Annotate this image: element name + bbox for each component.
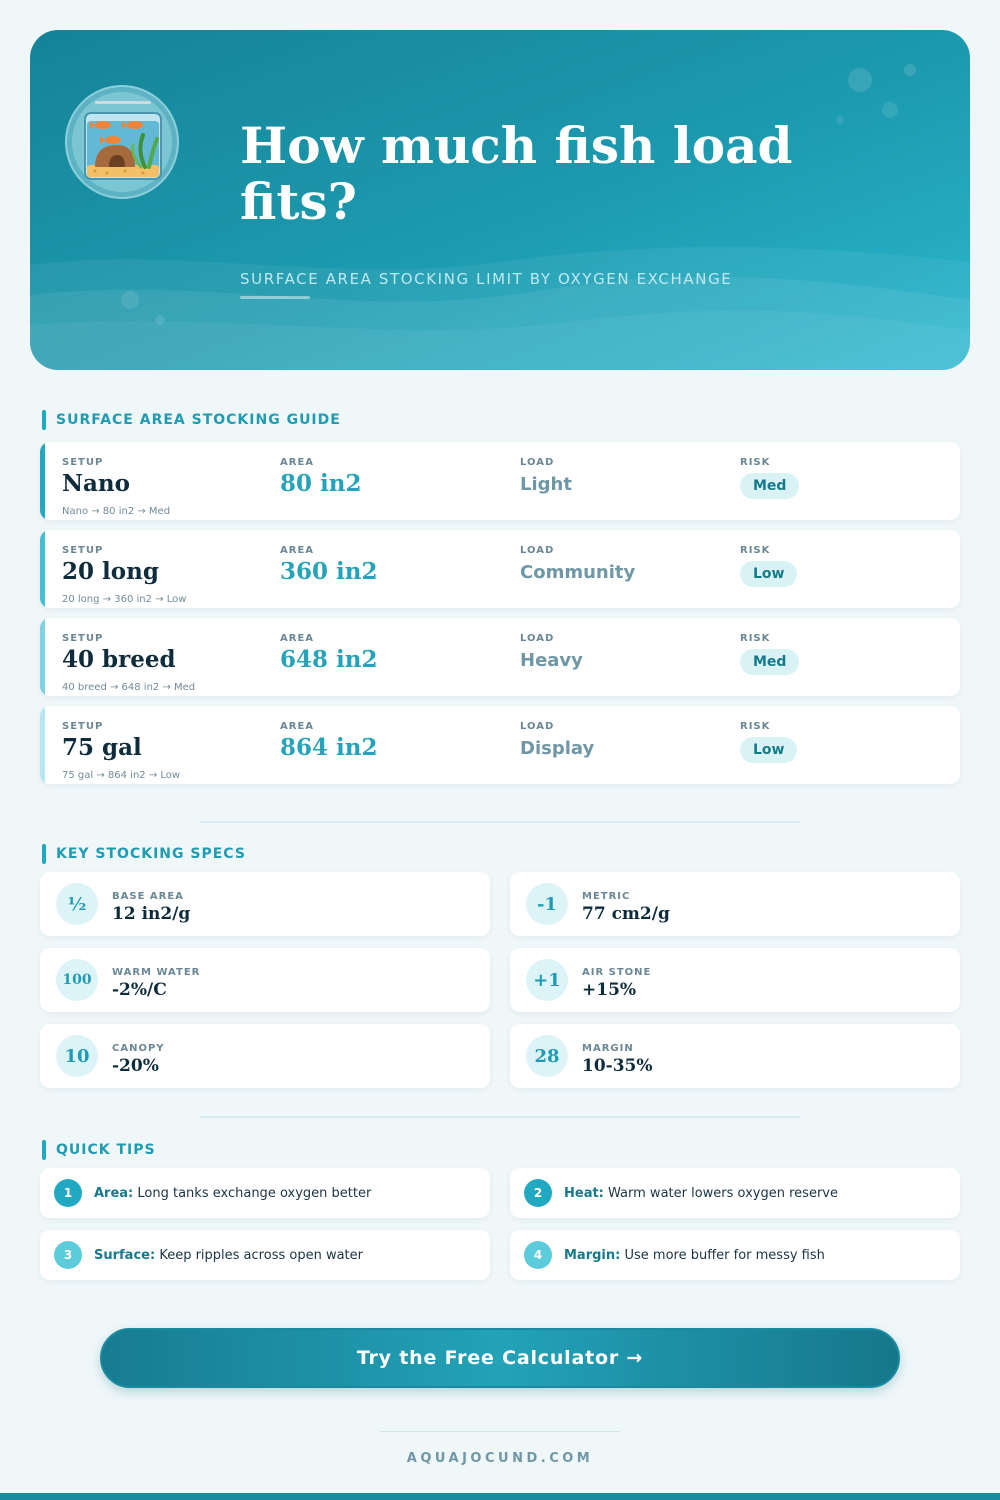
row-summary: 75 gal → 864 in2 → Low	[62, 770, 181, 781]
setup-label: SETUP	[62, 457, 104, 468]
tip-key: Margin:	[564, 1247, 621, 1263]
tip-card	[40, 1168, 490, 1218]
risk-badge: Low	[740, 737, 797, 763]
tip-card	[510, 1168, 960, 1218]
spec-label: MARGIN	[582, 1043, 634, 1054]
row-accent-bar	[40, 530, 45, 608]
tip-key: Area:	[94, 1185, 134, 1201]
specs-heading	[42, 844, 246, 864]
setup-cell	[62, 721, 142, 761]
aquarium-logo-icon	[65, 85, 179, 199]
spec-value: 12 in2/g	[112, 904, 191, 924]
tip-key: Heat:	[564, 1185, 604, 1201]
setup-value: 40 breed	[62, 646, 176, 673]
row-accent-bar	[40, 442, 45, 520]
load-label: LOAD	[520, 633, 555, 644]
guide-row	[40, 706, 960, 784]
tip-card	[40, 1230, 490, 1280]
load-value: Light	[520, 474, 572, 495]
risk-label: RISK	[740, 457, 771, 468]
setup-value: 75 gal	[62, 734, 142, 761]
load-label: LOAD	[520, 545, 555, 556]
area-cell	[280, 721, 377, 761]
risk-cell	[740, 721, 797, 763]
page-title: How much fish load fits?	[240, 116, 793, 231]
area-cell	[280, 633, 377, 673]
spec-label: WARM WATER	[112, 967, 201, 978]
area-value: 648 in2	[280, 646, 378, 673]
spec-value: +15%	[582, 980, 637, 1000]
spec-value: -2%/C	[112, 980, 167, 1000]
tip-text	[564, 1248, 825, 1263]
subtitle-underline	[240, 296, 310, 299]
row-summary: 40 breed → 648 in2 → Med	[62, 682, 196, 693]
setup-label: SETUP	[62, 545, 104, 556]
area-value: 80 in2	[280, 470, 362, 497]
tip-body: Use more buffer for messy fish	[624, 1247, 825, 1263]
spec-card	[40, 1024, 490, 1088]
heading-accent-bar	[42, 410, 46, 430]
risk-label: RISK	[740, 545, 771, 556]
area-label: AREA	[280, 633, 315, 644]
row-accent-bar	[40, 618, 45, 696]
tip-number-badge: 4	[524, 1241, 552, 1269]
risk-label: RISK	[740, 633, 771, 644]
free-calculator-button[interactable]: Try the Free Calculator →	[100, 1328, 900, 1388]
heading-accent-bar	[42, 844, 46, 864]
spec-badge: 28	[526, 1035, 568, 1077]
guide-heading-label: SURFACE AREA STOCKING GUIDE	[56, 412, 341, 428]
load-cell	[520, 721, 594, 759]
load-value: Display	[520, 738, 595, 759]
area-value: 864 in2	[280, 734, 378, 761]
load-cell	[520, 633, 583, 671]
bottom-accent-bar	[0, 1493, 1000, 1500]
spec-value: -20%	[112, 1056, 159, 1076]
tip-body: Warm water lowers oxygen reserve	[608, 1185, 838, 1201]
risk-label: RISK	[740, 721, 771, 732]
spec-card	[40, 948, 490, 1012]
load-cell	[520, 457, 572, 495]
spec-badge: 100	[56, 959, 98, 1001]
setup-value: 20 long	[62, 558, 159, 585]
spec-value: 77 cm2/g	[582, 904, 670, 924]
tip-card	[510, 1230, 960, 1280]
tip-number-badge: 2	[524, 1179, 552, 1207]
row-summary: Nano → 80 in2 → Med	[62, 506, 171, 517]
spec-badge: -1	[526, 883, 568, 925]
guide-heading	[42, 410, 341, 430]
risk-badge: Med	[740, 473, 799, 499]
tip-key: Surface:	[94, 1247, 156, 1263]
spec-label: BASE AREA	[112, 891, 184, 902]
spec-value: 10-35%	[582, 1056, 653, 1076]
area-label: AREA	[280, 457, 315, 468]
risk-badge: Low	[740, 561, 797, 587]
spec-badge: ½	[56, 883, 98, 925]
spec-badge: +1	[526, 959, 568, 1001]
tips-heading-label: QUICK TIPS	[56, 1142, 156, 1158]
page-subtitle: SURFACE AREA STOCKING LIMIT BY OXYGEN EXCHANGE	[240, 270, 733, 288]
risk-cell	[740, 457, 799, 499]
tips-heading	[42, 1140, 156, 1160]
load-value: Community	[520, 562, 636, 583]
guide-row	[40, 442, 960, 520]
setup-value: Nano	[62, 470, 130, 497]
load-label: LOAD	[520, 721, 555, 732]
area-label: AREA	[280, 721, 315, 732]
tip-number-badge: 1	[54, 1179, 82, 1207]
spec-card	[510, 948, 960, 1012]
area-value: 360 in2	[280, 558, 378, 585]
setup-label: SETUP	[62, 633, 104, 644]
footer-divider	[380, 1431, 620, 1432]
setup-cell	[62, 545, 159, 585]
setup-label: SETUP	[62, 721, 104, 732]
risk-cell	[740, 545, 797, 587]
tip-body: Keep ripples across open water	[159, 1247, 363, 1263]
risk-cell	[740, 633, 799, 675]
area-cell	[280, 545, 377, 585]
area-label: AREA	[280, 545, 315, 556]
section-divider	[200, 821, 800, 823]
setup-cell	[62, 633, 176, 673]
spec-label: AIR STONE	[582, 967, 652, 978]
guide-row	[40, 530, 960, 608]
heading-accent-bar	[42, 1140, 46, 1160]
footer-site-link[interactable]: AQUAJOCUND.COM	[406, 1451, 594, 1466]
load-value: Heavy	[520, 650, 583, 671]
area-cell	[280, 457, 361, 497]
spec-label: METRIC	[582, 891, 631, 902]
guide-row	[40, 618, 960, 696]
tip-text	[564, 1186, 838, 1201]
tip-body: Long tanks exchange oxygen better	[137, 1185, 372, 1201]
row-accent-bar	[40, 706, 45, 784]
tip-text	[94, 1248, 363, 1263]
spec-badge: 10	[56, 1035, 98, 1077]
load-cell	[520, 545, 635, 583]
spec-label: CANOPY	[112, 1043, 165, 1054]
tip-number-badge: 3	[54, 1241, 82, 1269]
hero-banner	[30, 30, 970, 370]
tip-text	[94, 1186, 371, 1201]
row-summary: 20 long → 360 in2 → Low	[62, 594, 187, 605]
specs-heading-label: KEY STOCKING SPECS	[56, 846, 246, 862]
spec-card	[510, 1024, 960, 1088]
spec-card	[510, 872, 960, 936]
spec-card	[40, 872, 490, 936]
setup-cell	[62, 457, 130, 497]
risk-badge: Med	[740, 649, 799, 675]
section-divider	[200, 1116, 800, 1118]
load-label: LOAD	[520, 457, 555, 468]
